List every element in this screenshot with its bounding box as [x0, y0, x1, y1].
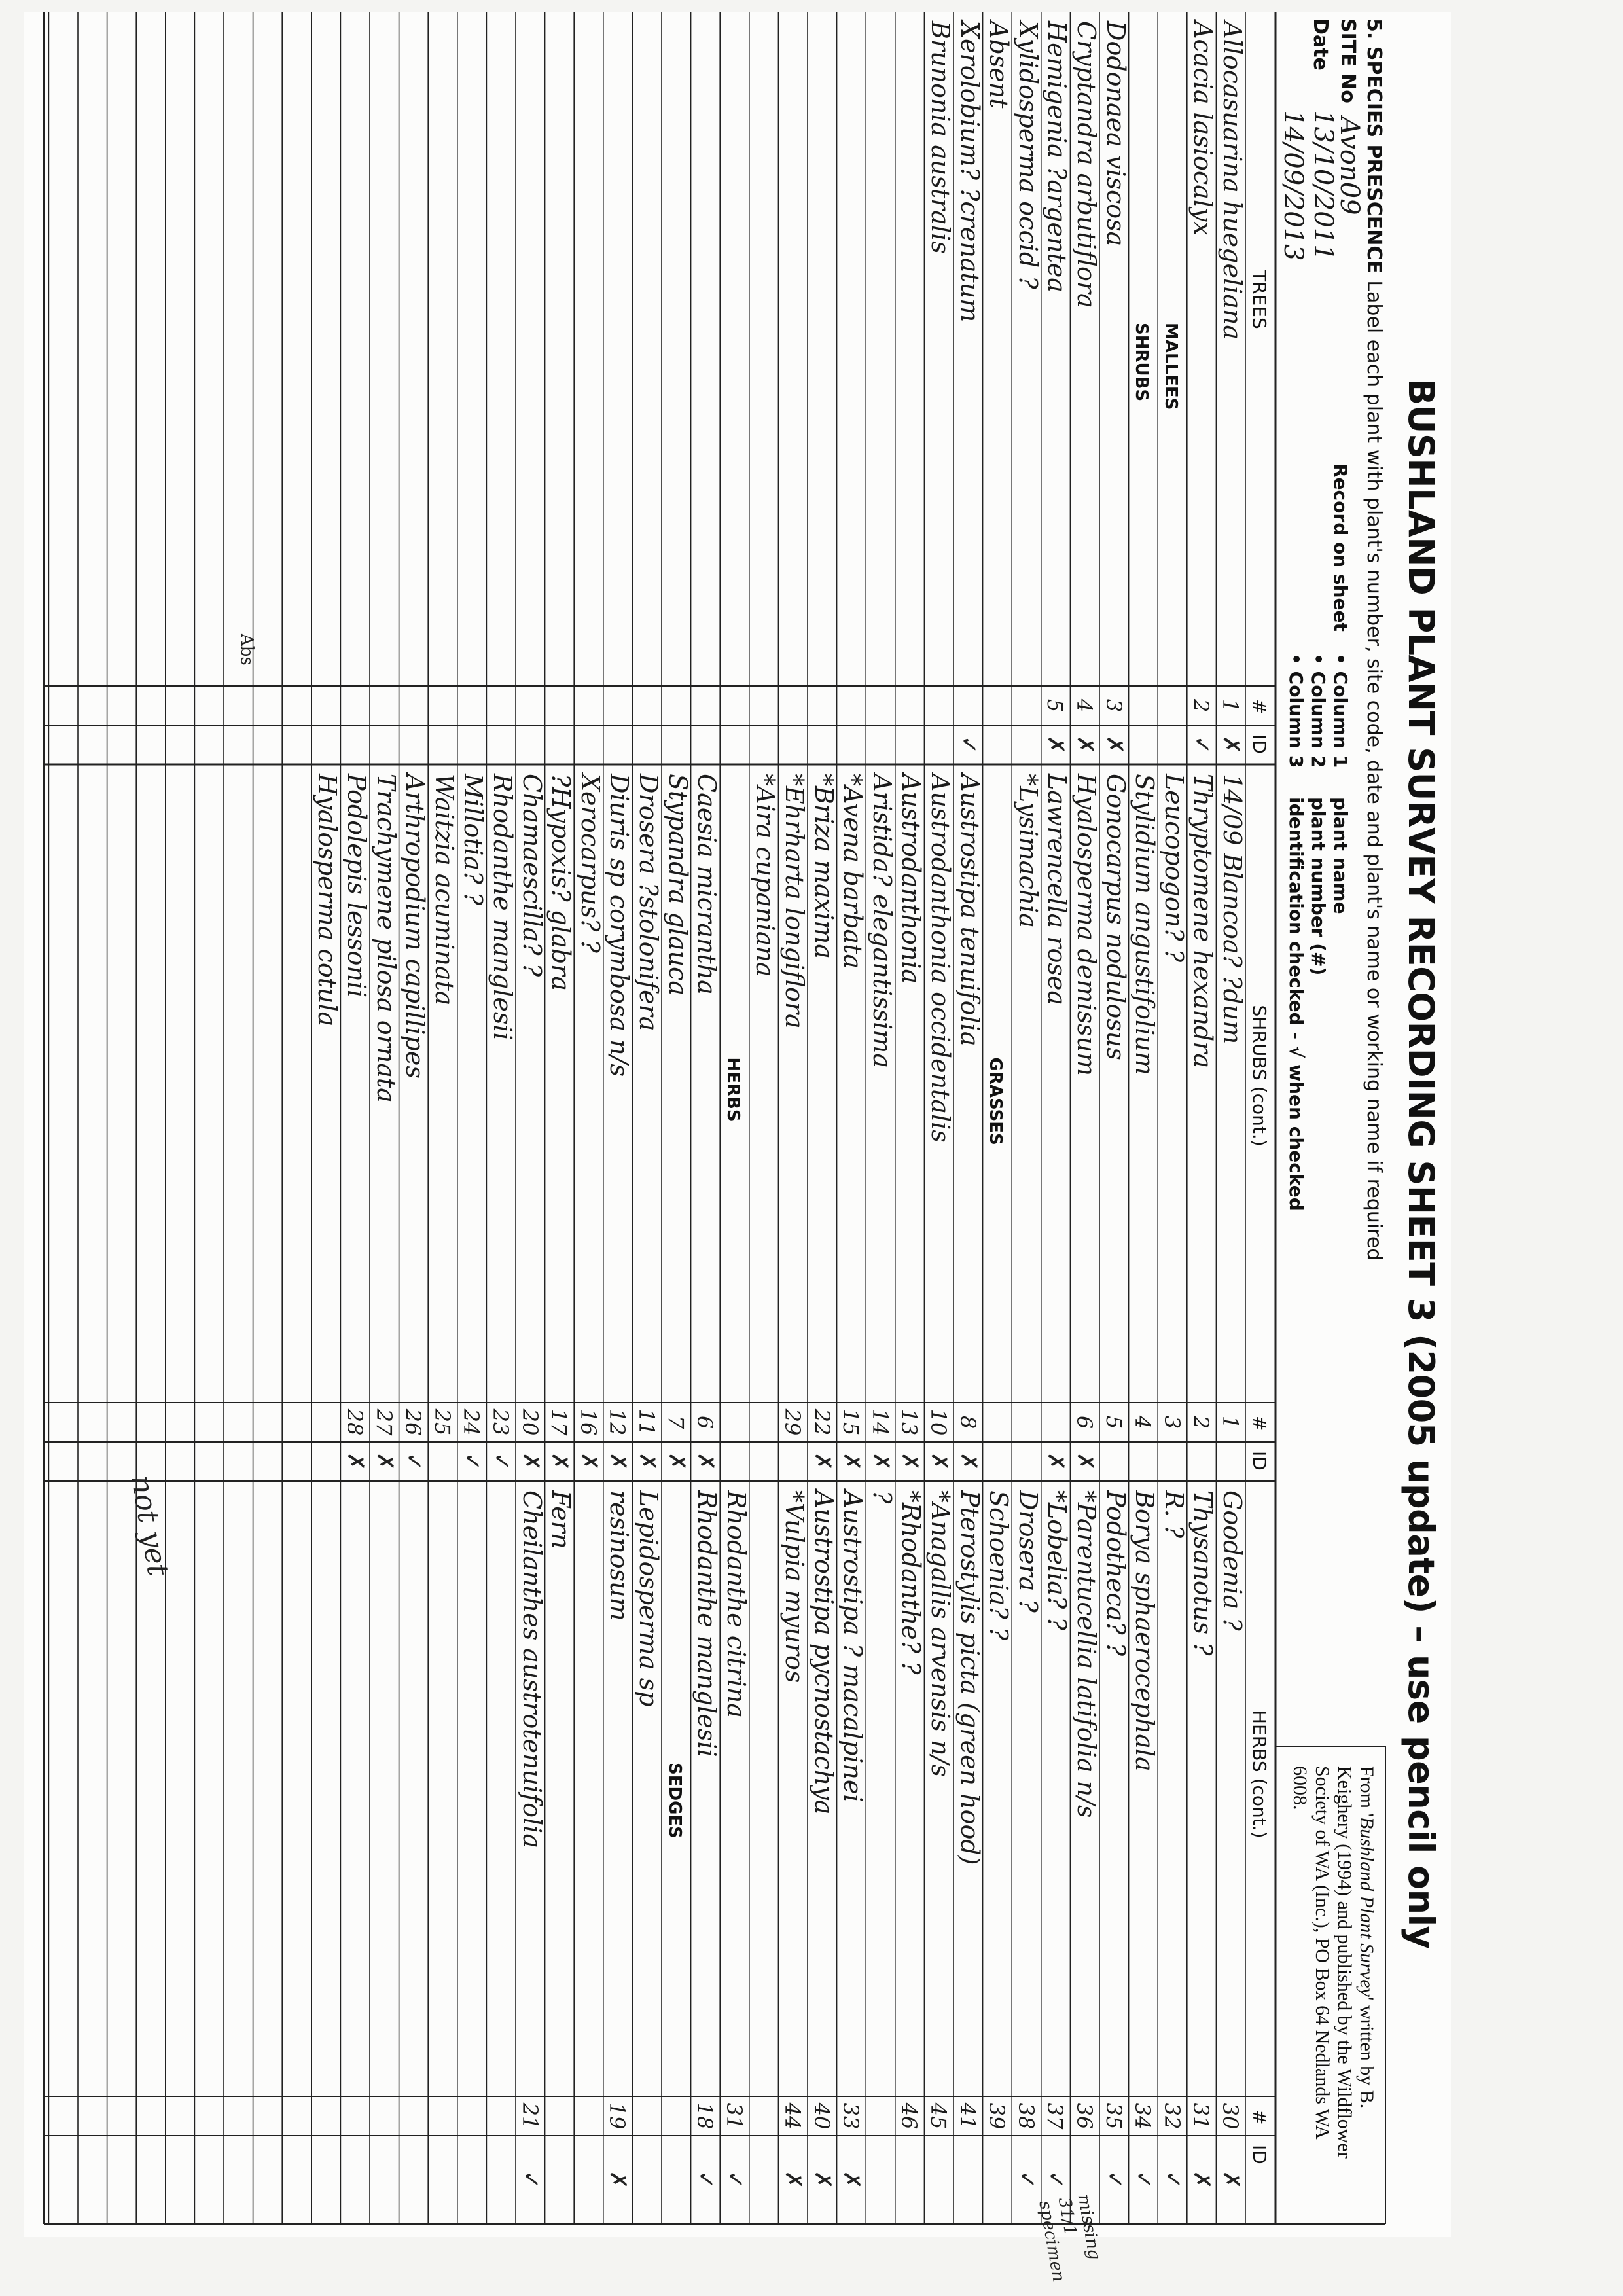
plant-name: 14/09 Blancoa? ?dum [1218, 774, 1247, 1045]
column-heading: TREES [1249, 270, 1270, 329]
plant-number: 38 [1013, 2102, 1039, 2130]
id-check: ✗ [1218, 2170, 1244, 2189]
plant-name: Austrostipa pycnostachya [809, 1490, 838, 1815]
column1-label: • Column 1 [1330, 653, 1351, 768]
plant-number: 1 [1218, 1415, 1243, 1429]
plant-number: 18 [692, 2102, 718, 2130]
plant-name: Brunonia australis [926, 21, 955, 254]
plant-number: 2 [1188, 1415, 1214, 1429]
plant-name: Leucopogon? ? [1159, 774, 1188, 963]
plant-number: 39 [984, 2102, 1010, 2130]
plant-name: Gonocarpus nodulosus [1101, 774, 1130, 1060]
id-check: ✓ [1013, 2170, 1040, 2189]
section-heading: 5. SPECIES PRESCENCE [1363, 18, 1385, 274]
plant-name: Fern [546, 1490, 576, 1549]
id-check: ✗ [1101, 735, 1128, 755]
site-label: SITE No [1336, 18, 1359, 103]
abs-note: Abs [237, 634, 257, 666]
plant-number: 44 [780, 2102, 805, 2130]
plant-number: 6 [692, 1415, 718, 1429]
table-grid [24, 12, 1451, 2237]
plant-name: ?Hypoxis? glabra [546, 774, 576, 991]
plant-name: *Ehrharta longiflora [780, 774, 809, 1029]
plant-name: Drosera ? [1013, 1490, 1043, 1613]
sheet-title: BUSHLAND PLANT SURVEY RECORDING SHEET 3 (2005 update) – use pencil only [1400, 378, 1442, 1949]
plant-name: Rhodanthe citrina [721, 1490, 751, 1718]
plant-name: Borya sphaerocephala [1130, 1490, 1160, 1772]
id-check: ✗ [605, 1452, 632, 1471]
plant-name: Waitzia acuminata [429, 774, 459, 1006]
id-check: ✓ [1188, 735, 1215, 755]
id-check: ✓ [517, 2170, 544, 2189]
id-check: ✓ [721, 2170, 748, 2189]
plant-number: 10 [926, 1408, 951, 1436]
plant-name: Pterostylis picta (green hood) [955, 1490, 984, 1865]
plant-number: 22 [809, 1408, 834, 1436]
plant-name: *Vulpia myuros [780, 1490, 809, 1683]
id-check: ✗ [342, 1452, 368, 1471]
missing-note: missing 31/1 specimen [1035, 2193, 1105, 2284]
id-check: ✗ [1072, 1452, 1098, 1471]
column3-label: • Column 3 [1285, 653, 1307, 768]
plant-name: *Avena barbata [838, 774, 868, 969]
plant-number: 13 [897, 1408, 922, 1436]
id-heading: ID [1249, 2145, 1270, 2164]
section-label: SHRUBS [1132, 323, 1152, 402]
id-check: ✓ [1130, 2170, 1157, 2189]
plant-number: 40 [809, 2102, 834, 2130]
plant-number: 15 [838, 1408, 864, 1436]
id-check: ✓ [459, 1452, 486, 1471]
plant-name: *Anagallis arvensis n/s [926, 1490, 955, 1777]
id-check: ✗ [605, 2170, 632, 2189]
plant-name: Diuris sp corymbosa n/s [605, 774, 634, 1077]
plant-name: R. ? [1159, 1490, 1188, 1539]
id-check: ✗ [1043, 1452, 1069, 1471]
id-check: ✓ [1101, 2170, 1128, 2189]
plant-number: 12 [605, 1408, 630, 1436]
id-check: ✗ [371, 1452, 398, 1471]
site-value: Avon09 [1334, 117, 1364, 215]
plant-name: Aristida? elegantissima [867, 774, 897, 1068]
plant-name: Austrostipa tenuifolia [955, 774, 984, 1047]
id-check: ✗ [663, 1452, 690, 1471]
hash-heading: # [1249, 1416, 1270, 1431]
column3-desc: identification checked - √ when checked [1285, 797, 1307, 1211]
plant-number: 8 [955, 1415, 980, 1429]
plant-number: 27 [371, 1408, 397, 1436]
section-label: SEDGES [664, 1763, 685, 1839]
plant-number: 30 [1218, 2102, 1243, 2130]
plant-name: *Lobelia? ? [1043, 1490, 1072, 1630]
id-check: ✓ [1043, 2170, 1069, 2189]
id-check: ✗ [838, 2170, 865, 2189]
plant-number: 4 [1130, 1415, 1156, 1429]
plant-number: 3 [1159, 1415, 1185, 1429]
plant-name: Stypandra glauca [663, 774, 692, 996]
id-check: ✓ [401, 1452, 427, 1471]
instruction-text: Label each plant with plant's number, site code, date and plant's name or working name if required [1363, 280, 1385, 1261]
plant-name: Cryptandra arbutiflora [1072, 21, 1101, 308]
hash-heading: # [1249, 2109, 1270, 2125]
plant-number: 7 [663, 1415, 688, 1429]
plant-name: ? [867, 1490, 897, 1504]
plant-name: Drosera ?stolonifera [634, 774, 663, 1031]
recording-sheet [24, 12, 1451, 2237]
plant-number: 16 [575, 1408, 601, 1436]
plant-name: Caesia micrantha [692, 774, 722, 995]
id-check: ✗ [897, 1452, 923, 1471]
plant-name: Austrostipa ? macalpinei [838, 1490, 868, 1803]
plant-number: 29 [780, 1408, 805, 1436]
plant-name: Rhodanthe manglesii [488, 774, 517, 1041]
notyet-note: not yet [124, 1473, 175, 1579]
plant-name: Xerolobium? ?crenatum [955, 21, 984, 323]
record-on-sheet: Record on sheet [1330, 463, 1351, 632]
plant-number: 3 [1101, 698, 1126, 713]
id-check: ✗ [517, 1452, 544, 1471]
id-check: ✓ [1159, 2170, 1186, 2189]
id-check: ✗ [926, 1452, 952, 1471]
plant-name: *Rhodanthe? ? [897, 1490, 926, 1675]
id-check: ✗ [1188, 2170, 1215, 2189]
plant-name: Arthropodium capillipes [401, 774, 430, 1079]
plant-number: 45 [926, 2102, 951, 2130]
plant-number: 32 [1159, 2102, 1185, 2130]
plant-number: 37 [1043, 2102, 1068, 2130]
plant-name: Schoenia? ? [984, 1490, 1014, 1641]
id-heading: ID [1249, 734, 1270, 754]
plant-number: 19 [605, 2102, 630, 2130]
id-check: ✓ [692, 2170, 719, 2189]
plant-number: 23 [488, 1408, 513, 1436]
plant-name: *Briza maxima [809, 774, 838, 959]
plant-name: Austrodanthonia [897, 774, 926, 984]
plant-name: Stylidium angustifolium [1130, 774, 1160, 1075]
plant-number: 31 [1188, 2102, 1214, 2130]
credit-rest: ' written by B. Keighery (1994) and published by the Wildflower Society of WA (Inc.), PO Box 64 Nedlands WA 6008. [1289, 1766, 1378, 2159]
id-check: ✗ [1218, 735, 1244, 755]
plant-name: Hyalosperma demissum [1072, 774, 1101, 1077]
plant-name: Podotheca? ? [1101, 1490, 1130, 1657]
hash-heading: # [1249, 699, 1270, 715]
credit-book: Bushland Plant Survey [1356, 1816, 1378, 1997]
plant-name: Hyalosperma cotula [313, 774, 342, 1027]
plant-number: 1 [1218, 698, 1243, 713]
id-check: ✗ [809, 1452, 836, 1471]
id-check: ✗ [955, 1452, 982, 1471]
plant-number: 4 [1072, 698, 1097, 713]
plant-name: Xylidosperma occid ? [1013, 21, 1043, 289]
plant-name: *Aira cupaniana [751, 774, 780, 977]
plant-name: Chamaescilla? ? [517, 774, 546, 977]
id-check: ✓ [955, 735, 982, 755]
plant-number: 25 [429, 1408, 455, 1436]
id-check: ✗ [634, 1452, 660, 1471]
plant-number: 17 [546, 1408, 572, 1436]
id-check: ✗ [1043, 735, 1069, 755]
column-heading: SHRUBS (cont.) [1249, 1005, 1270, 1147]
section-label: GRASSES [986, 1057, 1006, 1145]
plant-number: 5 [1101, 1415, 1126, 1429]
plant-name: *Lysimachia [1013, 774, 1043, 928]
plant-number: 21 [517, 2102, 543, 2130]
plant-name: Cheilanthes austrotenuifolia [517, 1490, 546, 1848]
credit-prefix: From ' [1356, 1766, 1378, 1817]
plant-name: *Parentucellia latifolia n/s [1072, 1490, 1101, 1818]
plant-number: 41 [955, 2102, 980, 2130]
column1-desc: plant name [1330, 797, 1351, 914]
plant-number: 20 [517, 1408, 543, 1436]
id-check: ✗ [809, 2170, 836, 2189]
plant-name: Absent [984, 21, 1014, 109]
plant-name: Acacia lasiocalyx [1188, 21, 1218, 236]
plant-name: resinosum [605, 1490, 634, 1621]
column2-desc: plant number (#) [1308, 797, 1329, 976]
plant-number: 28 [342, 1408, 367, 1436]
plant-name: Austrodanthonia occidentalis [926, 774, 955, 1143]
plant-name: Goodenia ? [1218, 1490, 1247, 1631]
plant-name: Hemigenia ?argentea [1043, 21, 1072, 293]
plant-name: Trachymene pilosa ornata [371, 774, 401, 1103]
plant-name: Lepidosperma sp [634, 1490, 663, 1707]
plant-number: 35 [1101, 2102, 1126, 2130]
section-label: MALLEES [1160, 323, 1181, 410]
plant-number: 24 [459, 1408, 484, 1436]
plant-number: 36 [1072, 2102, 1097, 2130]
id-check: ✗ [692, 1452, 719, 1471]
plant-name: Dodonaea viscosa [1101, 21, 1130, 247]
column2-label: • Column 2 [1308, 653, 1329, 768]
plant-name: Rhodanthe manglesii [692, 1490, 722, 1757]
plant-number: 5 [1043, 698, 1068, 713]
section-label: HERBS [722, 1057, 743, 1122]
plant-number: 11 [634, 1408, 659, 1436]
column-heading: HERBS (cont.) [1249, 1710, 1270, 1839]
plant-name: Allocasuarina huegeliana [1218, 21, 1247, 340]
plant-name: Thysanotus ? [1188, 1490, 1218, 1656]
id-check: ✗ [838, 1452, 865, 1471]
plant-name: Podolepis lessonii [342, 774, 371, 998]
date-label: Date [1309, 18, 1332, 71]
id-check: ✗ [546, 1452, 573, 1471]
plant-number: 46 [897, 2102, 922, 2130]
plant-name: Thryptomene hexandra [1188, 774, 1218, 1069]
plant-number: 31 [721, 2102, 747, 2130]
date-value-1: 13/10/2011 [1308, 110, 1338, 261]
id-check: ✓ [488, 1452, 514, 1471]
date-value-2: 14/09/2013 [1278, 110, 1308, 261]
id-check: ✗ [1072, 735, 1098, 755]
plant-number: 14 [867, 1408, 893, 1436]
id-check: ✗ [780, 2170, 806, 2189]
plant-number: 6 [1072, 1415, 1097, 1429]
plant-number: 2 [1188, 698, 1214, 713]
plant-name: Xerocarpus? ? [575, 774, 605, 953]
id-heading: ID [1249, 1451, 1270, 1471]
plant-name: Millotia? ? [459, 774, 488, 906]
id-check: ✗ [867, 1452, 894, 1471]
plant-number: 34 [1130, 2102, 1156, 2130]
plant-name: Lawrencella rosea [1043, 774, 1072, 1006]
plant-number: 26 [401, 1408, 426, 1436]
id-check: ✗ [575, 1452, 602, 1471]
plant-number: 33 [838, 2102, 864, 2130]
